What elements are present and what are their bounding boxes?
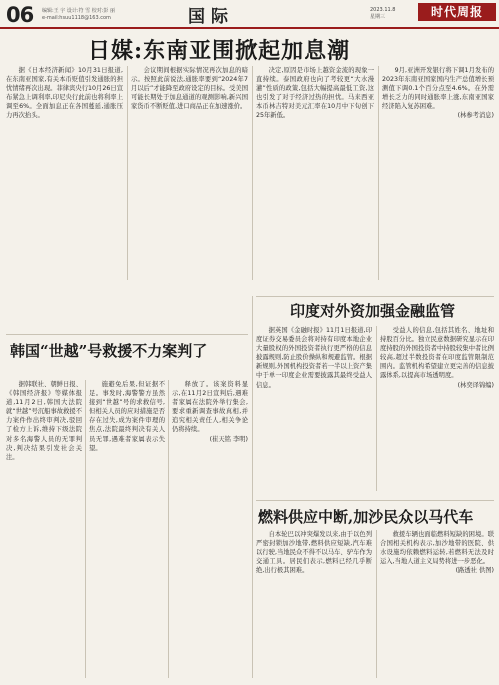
article-column bbox=[380, 530, 494, 678]
article-column bbox=[6, 66, 123, 280]
article-paragraph: 救援车辆也面临燃料短缺的困境。联合国相关机构表示,加沙地带的医院、供水设施均依赖燃料运转,若燃料无法及时运入,当地人道主义局势将进一步恶化。 bbox=[380, 531, 494, 566]
column-divider bbox=[376, 326, 377, 491]
header-rule bbox=[0, 27, 499, 29]
article-column bbox=[131, 66, 248, 280]
article-byline: (崔天铭 李明) bbox=[209, 435, 248, 443]
column-divider bbox=[168, 380, 169, 678]
article-column bbox=[172, 380, 248, 678]
column-divider bbox=[252, 66, 253, 280]
issue-weekday: 星期三 bbox=[370, 14, 386, 20]
article-byline: (林参考消息) bbox=[457, 112, 494, 120]
article-paragraph: 据《日本经济新闻》10月31日报道,在东南亚国家,有关本币贬值引发通胀的担忧情绪再次出现。菲律宾央行10月26日宣布紧急上调利率,印尼央行此前也将利率上调至6%。全面加息正在各国蔓延,通胀压力再次抬头。 bbox=[6, 67, 123, 120]
section-divider bbox=[256, 296, 494, 297]
article-column bbox=[256, 326, 372, 491]
column-divider bbox=[127, 66, 128, 280]
article-paragraph: 施避免后果,但证据不足。事发时,海警警方虽然接到“世越”号的求救信号,但相关人员的应对措施是否存在过失,成为案件审理的焦点,法院最终判决有关人员无罪,遇难者家属表示失望。 bbox=[89, 381, 165, 452]
article-paragraph: 9月,亚洲开发银行将下调1月发布的2023年东南亚国家国内生产总值增长预测值下调0.1个百分点至4.6%。在外需增长乏力的同时通胀率上涨,东南亚国家经济陷入复苏困难。 bbox=[382, 67, 494, 111]
article-headline: 韩国“世越”号救援不力案判了 bbox=[10, 342, 208, 360]
article-headline: 印度对外资加强金融监管 bbox=[290, 302, 456, 320]
article-column bbox=[256, 66, 374, 280]
article-column bbox=[6, 380, 82, 678]
column-divider bbox=[376, 530, 377, 678]
article-byline: (林奕译锦编) bbox=[457, 381, 494, 389]
article-column bbox=[382, 66, 494, 280]
section-title: 国际 bbox=[188, 7, 234, 27]
article-paragraph: 决定,原因是市场上越资金流的现象一直持续。泰国政府也向了考较更“大水漫灌”性质的政策,包括大幅提高最低工资,这也引发了对于经济过热的担忧。马来西亚本币林吉特对美元汇率在10月中下旬创下25年新低。 bbox=[256, 67, 374, 120]
article-paragraph: 会议期间根据实际情况再次加息的暗示。按照此前说法,通胀率要到“2024年7月以后”才能降至政府设定的目标。受美国可能长期处于加息通道的观测影响,新兴国家货币不断贬值,进口商品正在加速涨价。 bbox=[131, 67, 248, 111]
section-divider bbox=[6, 334, 248, 335]
article-paragraph: 释放了。该案资料显示,在11月2日宣判后,遇难者家属在法院外举行集会,要求重新调查事故真相,并追究相关责任人,相关争论仍将持续。 bbox=[172, 381, 248, 434]
page-header bbox=[0, 0, 499, 28]
article-column bbox=[89, 380, 165, 678]
column-divider bbox=[378, 66, 379, 280]
masthead-logo: 时代周报 bbox=[418, 3, 496, 21]
staff-credits: 编辑:王 宇 设计:符 雪 校对:彭 丽 bbox=[42, 8, 116, 14]
contact-email: e-mail:hsuu1118@163.com bbox=[42, 15, 111, 21]
section-divider bbox=[256, 500, 494, 501]
article-paragraph: 自本轮巴以冲突爆发以来,由于以色列严密封锁加沙地带,燃料供应短缺,汽车难以行驶,当地民众不得不以马车、驴车作为交通工具。居民们表示,燃料已经几乎断绝,出行极其困难。 bbox=[256, 531, 372, 575]
column-divider bbox=[252, 296, 253, 678]
column-divider bbox=[85, 380, 86, 678]
article-headline: 燃料供应中断,加沙民众以马代车 bbox=[258, 508, 474, 526]
issue-date: 2023.11.8 bbox=[370, 7, 396, 13]
article-paragraph: 据英国《金融时报》11月1日报道,印度证券交易委员会将对持有印度本地企业大量股权的外国投资者执行更严格的信息披露规则,防止股价操纵和规避监管。根据新规则,外国机构投资者若一半以上资产集中于单一印度企业需要披露其最终受益人信息。 bbox=[256, 327, 372, 389]
article-column bbox=[256, 530, 372, 678]
page-number: 06 bbox=[6, 3, 34, 27]
article-headline: 日媒:东南亚围掀起加息潮 bbox=[88, 38, 351, 64]
article-paragraph: 据韩联社、朝鲜日报、《韩国经济报》等媒体报道,11月2日,韩国大法院就“世越”号沉船事故救援不力案件作出终审判决,驳回了检方上诉,维持下级法院对多名海警人员的无罪判决,判决结果引发社会关注。 bbox=[6, 381, 82, 461]
article-paragraph: 受益人的信息,包括其姓名、地址和持股百分比。独立民意数据研究显示在印度持股的外国投资者中持股较集中者比例较高,超过半数投资者在印度监管限制范围内。监管机构希望建立更完善的信息披露体系,以提高市场透明度。 bbox=[380, 327, 494, 380]
article-column bbox=[380, 326, 494, 491]
article-byline: (路透社 供图) bbox=[455, 567, 494, 575]
